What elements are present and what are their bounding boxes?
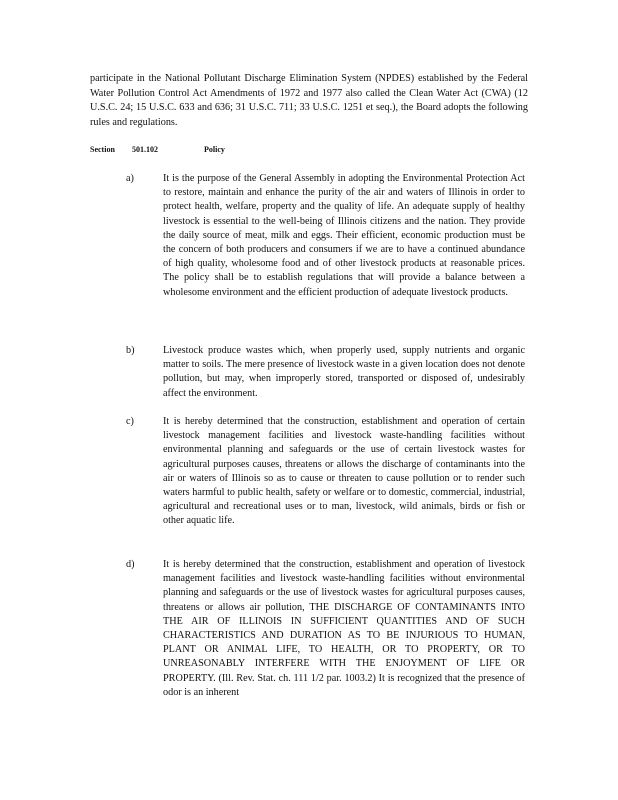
item-letter: d)	[126, 559, 135, 570]
section-label: Section	[90, 145, 115, 154]
item-paragraph: It is the purpose of the General Assembly in adopting the Environmental Protection Act to restore, maintain and enhance the purity of the air and waters of Illinois in order to protect health, welfare, property and the quality of life. An adequate supply of healthy livestock is essential to the well-being of Illinois citizens and the nation. They provide the daily source of meat, milk and eggs. Their efficient, economic production must be the concern of both producers and consumers if we are to have a continued abundance of high quality, wholesome food and of other livestock products at reasonable prices. The policy shall be to establish regulations that will provide a balance between a wholesome environment and the efficient production of adequate livestock products.	[163, 173, 525, 298]
section-number: 501.102	[132, 145, 158, 154]
item-paragraph: Livestock produce wastes which, when properly used, supply nutrients and organic matter to soils. The mere presence of livestock waste in a given location does not denote pollution, but may, when improperly stored, transported or disposed of, undesirably affect the environment.	[163, 345, 525, 399]
item-letter: c)	[126, 416, 134, 427]
item-letter: b)	[126, 345, 135, 356]
intro-paragraph: participate in the National Pollutant Discharge Elimination System (NPDES) established by the Federal Water Pollution Control Act Amendments of 1972 and 1977 also called the Clean Water Act (CWA) (12 U.S.C. 24; 15 U.S.C. 633 and 636; 31 U.S.C. 711; 33 U.S.C. 1251 et seq.), the Board adopts the following rules and regulations.	[90, 73, 528, 128]
item-paragraph: It is hereby determined that the construction, establishment and operation of livestock management facilities and livestock waste-handling facilities without environmental planning and safeguards or the use of livestock wastes for agricultural purposes causes, threatens or allows air pollution, THE DISCHARGE OF CONTAMINANTS INTO THE AIR OF ILLINOIS IN SUFFICIENT QUANTITIES AND OF SUCH CHARACTERISTICS AND DURATION AS TO BE INJURIOUS TO HUMAN, PLANT OR ANIMAL LIFE, TO HEALTH, OR TO PROPERTY, OR TO UNREASONABLY INTERFERE WITH THE ENJOYMENT OF LIFE OR PROPERTY. (Ill. Rev. Stat. ch. 111 1/2 par. 1003.2) It is recognized that the presence of odor is an inherent	[163, 559, 525, 698]
section-heading	[90, 145, 225, 154]
item-letter: a)	[126, 173, 134, 184]
section-title: Policy	[204, 145, 225, 154]
item-paragraph: It is hereby determined that the construction, establishment and operation of certain livestock management facilities and livestock waste-handling facilities without environmental planning and safeguards or the use of certain livestock wastes for agricultural purposes causes, threatens or allows the discharge of contaminants into the air or waters of Illinois so as to cause or threaten to cause pollution or to render such waters harmful to public health, safety or welfare or to domestic, commercial, industrial, agricultural and recreational uses or to man, livestock, wild animals, birds or fish or other aquatic life.	[163, 416, 525, 527]
